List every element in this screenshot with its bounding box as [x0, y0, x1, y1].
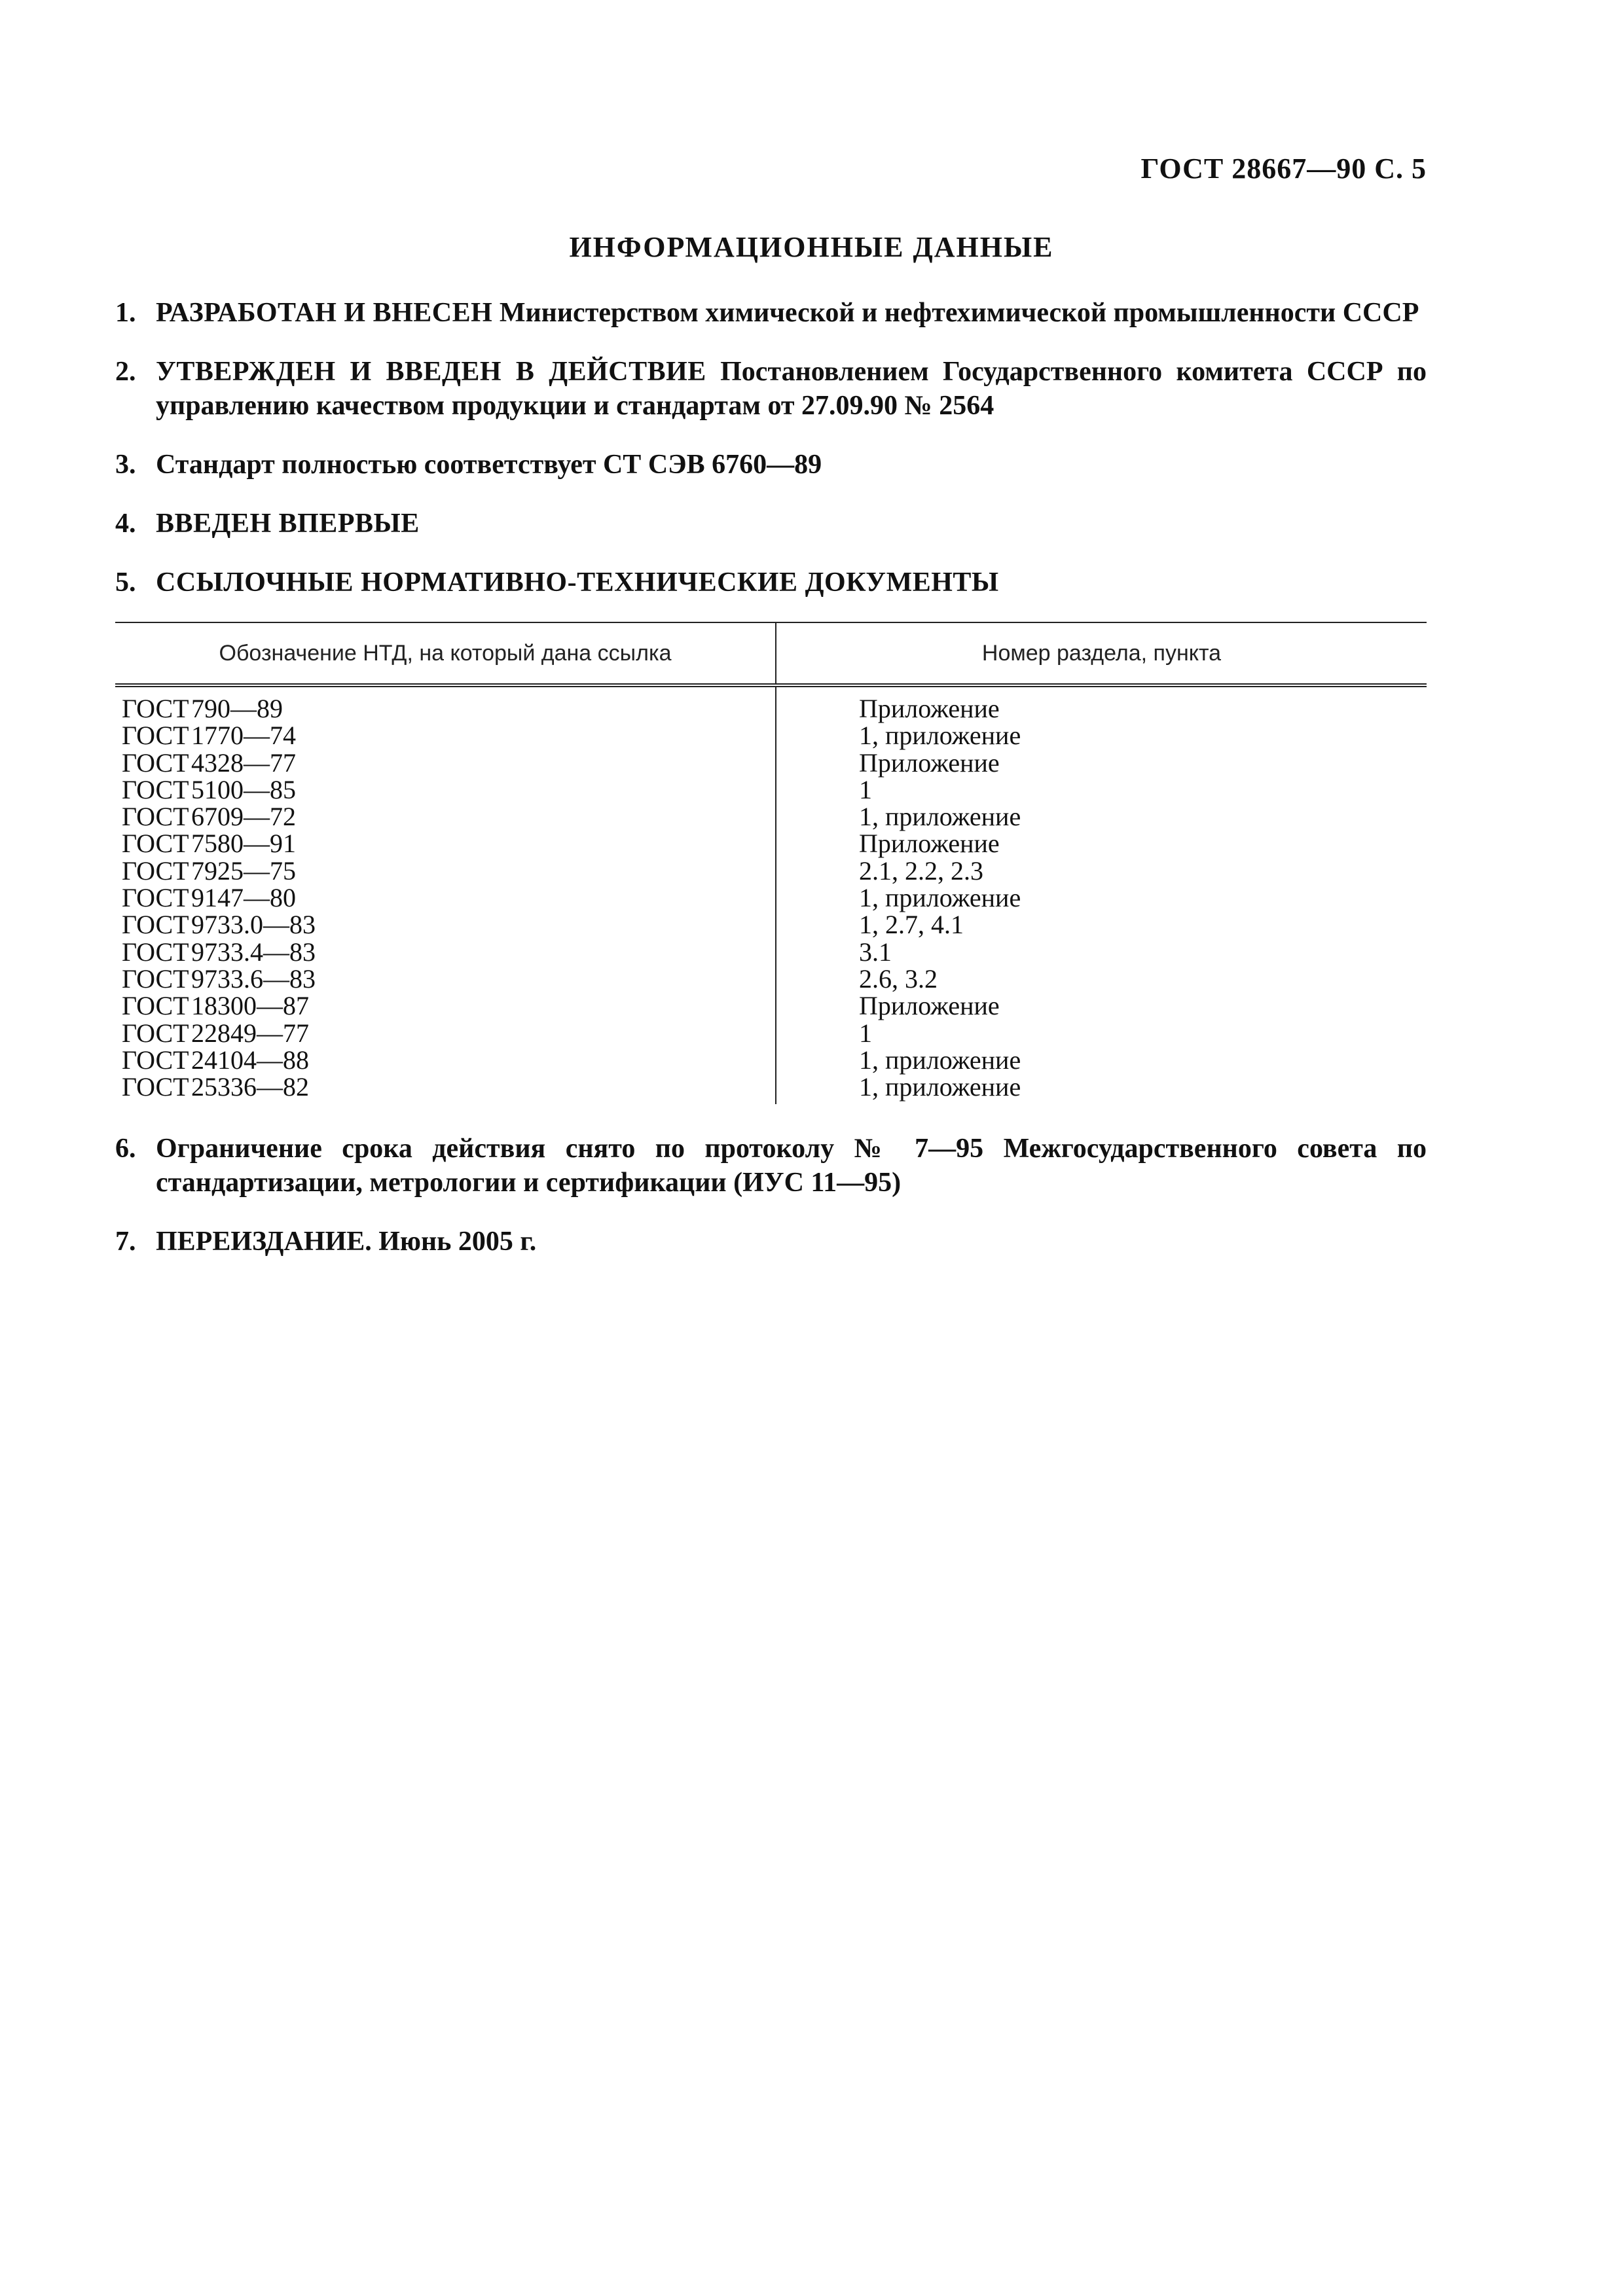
item-number: 7.: [115, 1227, 136, 1257]
reference-document-cell: [115, 803, 776, 830]
reference-section-cell: 1: [859, 774, 872, 804]
gost-prefix: ГОСТ: [122, 1018, 189, 1048]
item-text: ПЕРЕИЗДАНИЕ. Июнь 2005 г.: [156, 1227, 537, 1257]
item-text: Стандарт полностью соответствует СТ СЭВ 6760—89: [156, 450, 822, 480]
document-title: ИНФОРМАЦИОННЫЕ ДАННЫЕ: [569, 231, 1054, 263]
reference-section-cell: Приложение: [859, 991, 1000, 1021]
reference-section-cell: 1: [859, 1018, 872, 1048]
reference-section-cell: 1, приложение: [859, 802, 1021, 832]
reference-document-cell: [115, 857, 776, 884]
column-header-document: Обозначение НТД, на который дана ссылка: [115, 622, 776, 685]
table-row: [115, 830, 1427, 857]
reference-section-cell: 1, 2.7, 4.1: [859, 910, 964, 940]
gost-number: 6709—72: [191, 802, 296, 832]
gost-prefix: ГОСТ: [122, 774, 189, 804]
gost-prefix: ГОСТ: [122, 1072, 189, 1102]
table-row: [115, 1020, 1427, 1047]
gost-prefix: ГОСТ: [122, 963, 189, 994]
gost-prefix: ГОСТ: [122, 855, 189, 886]
reference-document-cell: [115, 1047, 776, 1073]
gost-number: 7925—75: [191, 855, 296, 886]
gost-prefix: ГОСТ: [122, 802, 189, 832]
gost-number: 4328—77: [191, 747, 296, 778]
table-row: [115, 992, 1427, 1019]
gost-number: 7580—91: [191, 829, 296, 859]
info-item-5: [115, 565, 1427, 600]
gost-prefix: ГОСТ: [122, 883, 189, 913]
reference-document-cell: [115, 911, 776, 938]
gost-number: 24104—88: [191, 1045, 309, 1075]
gost-number: 9147—80: [191, 883, 296, 913]
reference-document-cell: [115, 992, 776, 1019]
table-row: [115, 749, 1427, 776]
column-header-section: Номер раздела, пункта: [776, 622, 1427, 685]
gost-number: 1770—74: [191, 721, 296, 751]
item-lead: РАЗРАБОТАН И ВНЕСЕН: [156, 298, 493, 328]
gost-prefix: ГОСТ: [122, 721, 189, 751]
table-row: [115, 722, 1427, 749]
gost-number: 25336—82: [191, 1072, 309, 1102]
item-number: 4.: [115, 509, 136, 539]
reference-section-cell: Приложение: [859, 829, 1000, 859]
table-row: [115, 776, 1427, 803]
reference-document-cell: [115, 939, 776, 965]
table-row: [115, 965, 1427, 992]
reference-document-cell: [115, 1020, 776, 1047]
table-row: [115, 939, 1427, 965]
reference-document-cell: [115, 965, 776, 992]
references-table-body: [115, 685, 1427, 1104]
table-row: [115, 803, 1427, 830]
reference-section-cell: 1, приложение: [859, 721, 1021, 751]
running-header: ГОСТ 28667—90 С. 5: [1140, 152, 1427, 185]
table-row: [115, 884, 1427, 911]
table-row: [115, 685, 1427, 722]
reference-section-cell: 1, приложение: [859, 1072, 1021, 1102]
reference-section-cell: Приложение: [859, 747, 1000, 778]
item-number: 2.: [115, 357, 136, 387]
gost-number: 790—89: [191, 694, 283, 723]
gost-prefix: ГОСТ: [122, 1045, 189, 1075]
info-item-6: [115, 1132, 1427, 1200]
gost-number: 5100—85: [191, 774, 296, 804]
item-lead: ВВЕДЕН ВПЕРВЫЕ: [156, 509, 420, 539]
reference-document-cell: [115, 722, 776, 749]
item-number: 3.: [115, 450, 136, 480]
gost-prefix: ГОСТ: [122, 910, 189, 940]
item-text: Министерством химической и нефтехимической промышленности СССР: [492, 298, 1419, 328]
reference-section-cell: 1, приложение: [859, 883, 1021, 913]
reference-section-cell: 3.1: [859, 937, 892, 967]
table-header-row: [115, 622, 1427, 685]
info-item-7: [115, 1225, 1427, 1259]
reference-section-cell: 1, приложение: [859, 1045, 1021, 1075]
table-row: [115, 911, 1427, 938]
info-item-4: [115, 507, 1427, 541]
table-row: [115, 1073, 1427, 1104]
item-number: 6.: [115, 1134, 136, 1164]
reference-document-cell: [115, 749, 776, 776]
reference-section-cell: 2.1, 2.2, 2.3: [859, 855, 983, 886]
gost-prefix: ГОСТ: [122, 747, 189, 778]
reference-document-cell: [115, 830, 776, 857]
gost-number: 9733.0—83: [191, 910, 316, 940]
reference-document-cell: [115, 884, 776, 911]
reference-section-cell: Приложение: [859, 694, 1000, 723]
reference-document-cell: [115, 776, 776, 803]
item-number: 5.: [115, 567, 136, 598]
references-table: [115, 622, 1427, 1104]
item-lead: ССЫЛОЧНЫЕ НОРМАТИВНО-ТЕХНИЧЕСКИЕ ДОКУМЕНТЫ: [156, 567, 999, 598]
item-lead: УТВЕРЖДЕН И ВВЕДЕН В ДЕЙСТВИЕ: [156, 357, 706, 387]
gost-prefix: ГОСТ: [122, 829, 189, 859]
gost-number: 9733.4—83: [191, 937, 316, 967]
reference-document-cell: [115, 1073, 776, 1104]
item-text: Постановлением Государственного комитета СССР по управлению качеством продукции и стандартам от 27.09.90 № 2564: [156, 357, 1427, 421]
gost-prefix: ГОСТ: [122, 694, 189, 723]
reference-document-cell: [115, 685, 776, 722]
item-text: Ограничение срока действия снято по протоколу № 7—95 Межгосударственного совета по стандартизации, метрологии и сертификации (ИУС 11—95): [156, 1134, 1427, 1198]
table-row: [115, 1047, 1427, 1073]
gost-number: 18300—87: [191, 991, 309, 1021]
info-item-1: [115, 296, 1427, 330]
table-row: [115, 857, 1427, 884]
gost-prefix: ГОСТ: [122, 937, 189, 967]
reference-section-cell: 2.6, 3.2: [859, 963, 938, 994]
gost-number: 9733.6—83: [191, 963, 316, 994]
gost-prefix: ГОСТ: [122, 991, 189, 1021]
item-number: 1.: [115, 298, 136, 328]
info-item-3: [115, 448, 1427, 482]
document-body: [115, 296, 1427, 1283]
info-item-2: [115, 355, 1427, 423]
gost-number: 22849—77: [191, 1018, 309, 1048]
